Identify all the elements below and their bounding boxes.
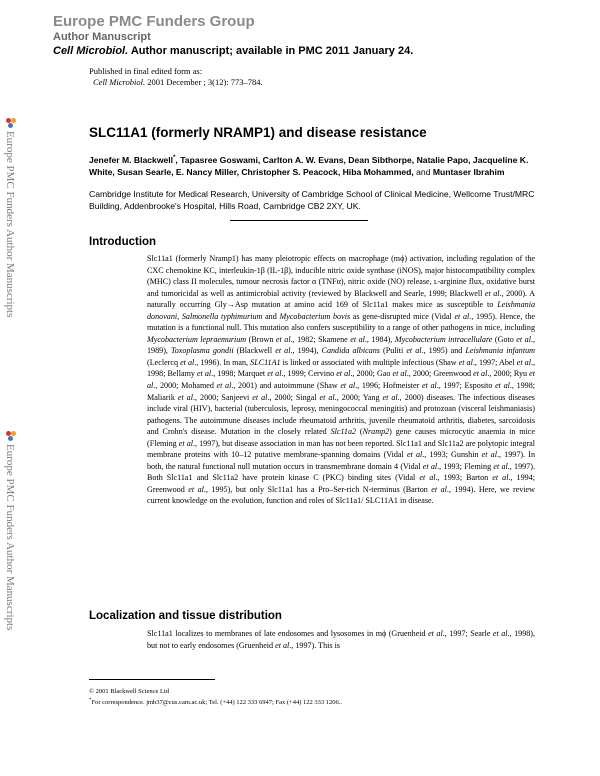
- published-note: [89, 66, 263, 88]
- last-author: Muntaser Ibrahim: [432, 166, 505, 177]
- copyright-notice: © 2001 Blackwell Science Ltd: [89, 688, 170, 695]
- correspondence-marker: *: [173, 155, 176, 162]
- journal-name: Cell Microbiol.: [53, 45, 129, 57]
- publisher-group: Europe PMC Funders Group: [53, 13, 255, 30]
- published-label: Published in final edited form as:: [89, 66, 203, 76]
- sidebar-label: Europe PMC Funders Author Manuscripts: [4, 131, 16, 318]
- title-divider: [230, 220, 368, 221]
- footnotes: [89, 686, 342, 708]
- availability-text: Author manuscript; available in PMC 2011 January 24.: [128, 45, 414, 57]
- author-manuscript-label: Author Manuscript: [53, 31, 151, 43]
- correspondence-text: For correspondence. jmb37@cus.cam.ac.uk; Tel. (+44) 122 333 6947; Fax (+44) 122 333 1206..: [91, 699, 342, 706]
- affiliation: Cambridge Institute for Medical Research, University of Cambridge School of Clinical Medicine, Wellcome Trust/MRC Building, Addenbrooke's Hospital, Hills Road, Cambridge CB2 2XY, UK.: [89, 189, 535, 211]
- footnote-divider: [89, 679, 215, 680]
- corresponding-author: Jenefer M. Blackwell: [89, 155, 174, 165]
- introduction-paragraph: Slc11a1 (formerly Nramp1) has many pleiotropic effects on macrophage (mϕ) activation, including regulation of the CXC chemokine KC, interleukin-1β (IL-1β), inducible nitric oxide synthase (iNOS), major histocompatibility complex (MHC) class II molecules, tumour necrosis factor α (TNFα), nitric oxide (NO) release, ʟ-arginine flux, oxidative burst and tumoricidal as well as antimicrobial activity (reviewed by Blackwell and Searle, 1999; Blackwell et al., 2000). A naturally occurring Gly→Asp mutation at amino acid 169 of Slc11a1 makes mice as susceptible to Leishmania donovani, Salmonella typhimurium and Mycobacterium bovis as gene-disrupted mice (Vidal et al., 1995). Hence, the mutation is a functional null. This mutation also confers susceptibility to a range of other pathogens in mice, including Mycobacterium lepraemurium (Brown et al., 1982; Skamene et al., 1984), Mycobacterium intracellulare (Goto et al., 1989), Toxoplasma gondii (Blackwell et al., 1994), Candida albicans (Puliti et al., 1995) and Leishmania infantum (Leclercq et al., 1996). In man, SLC11A1 is linked or associated with multiple infectious (Shaw et al., 1997; Abel et al., 1998; Bellamy et al., 1998; Marquet et al., 1999; Cervino et al., 2000; Gao et al., 2000; Greenwood et al., 2000; Ryu et al., 2000; Mohamed et al., 2001) and autoimmune (Shaw et al., 1996; Hofmeister et al., 1997; Esposito et al., 1998; Maliarik et al., 2000; Sanjeevi et al., 2000; Singal et al., 2000; Yang et al., 2000) diseases. The infectious diseases include viral (HIV), bacterial (tuberculosis, leprosy, meningococcal meningitis) and protozoan (visceral leishmaniasis) pathogens. The autoimmune diseases include rheumatoid arthritis, juvenile rheumatoid arthritis, diabetes, sarcoidosis and Crohn's disease. Mutation in the closely related Slc11a2 (Nramp2) gene causes microcytic anaemia in mice (Fleming et al., 1997), but disease association in man has not been reported. Slc11a1 and Slc11a2 are polytopic integral membrane proteins with 10–12 putative membrane-spanning domains (Vidal et al., 1993; Gunshin et al., 1997). In both, the natural functional null mutation occurs in transmembrane domain 4 (Vidal et al., 1993; Fleming et al., 1997). Both Slc11a1 and Slc11a2 have protein kinase C (PKC) binding sites (Vidal et al., 1993; Barton et al., 1994; Greenwood et al., 1995), but only Slc11a1 has a Pro–Ser-rich N-terminus (Barton et al., 1994). Here, we review current knowledge on the evolution, function and roles of Slc11a1/ SLC11A1 in disease.: [147, 254, 536, 506]
- author-conjunction: and: [413, 166, 433, 177]
- footnote-marker: *: [89, 697, 92, 703]
- article-title: SLC11A1 (formerly NRAMP1) and disease resistance: [89, 125, 427, 140]
- section-heading-localization: Localization and tissue distribution: [89, 610, 282, 622]
- published-citation: [89, 77, 263, 88]
- published-journal: Cell Microbiol.: [93, 77, 146, 87]
- localization-paragraph: Slc11a1 localizes to membranes of late endosomes and lysosomes in mϕ (Gruenheid et al., 1997; Searle et al., 1998), but not to early endosomes (Gruenheid et al., 1997). This is: [147, 629, 536, 650]
- europe-pmc-logo-icon: [6, 431, 16, 441]
- correspondence-footnote: [89, 697, 342, 708]
- coauthors: , Tapasree Goswami, Carlton A. W. Evans, Dean Sibthorpe, Natalie Papo, Jacqueline K. White, Susan Searle, E. Nancy Miller, Christopher S. Peacock, Hiba Mohammed,: [89, 155, 529, 177]
- published-details: 2001 December ; 3(12): 773–784.: [145, 77, 263, 87]
- europe-pmc-logo-icon: [6, 118, 16, 128]
- section-heading-introduction: Introduction: [89, 236, 157, 248]
- sidebar-watermark: [4, 118, 18, 317]
- sidebar-label: Europe PMC Funders Author Manuscripts: [4, 444, 16, 631]
- sidebar-watermark: [4, 431, 18, 630]
- journal-availability: [53, 46, 413, 57]
- author-list: [89, 155, 529, 178]
